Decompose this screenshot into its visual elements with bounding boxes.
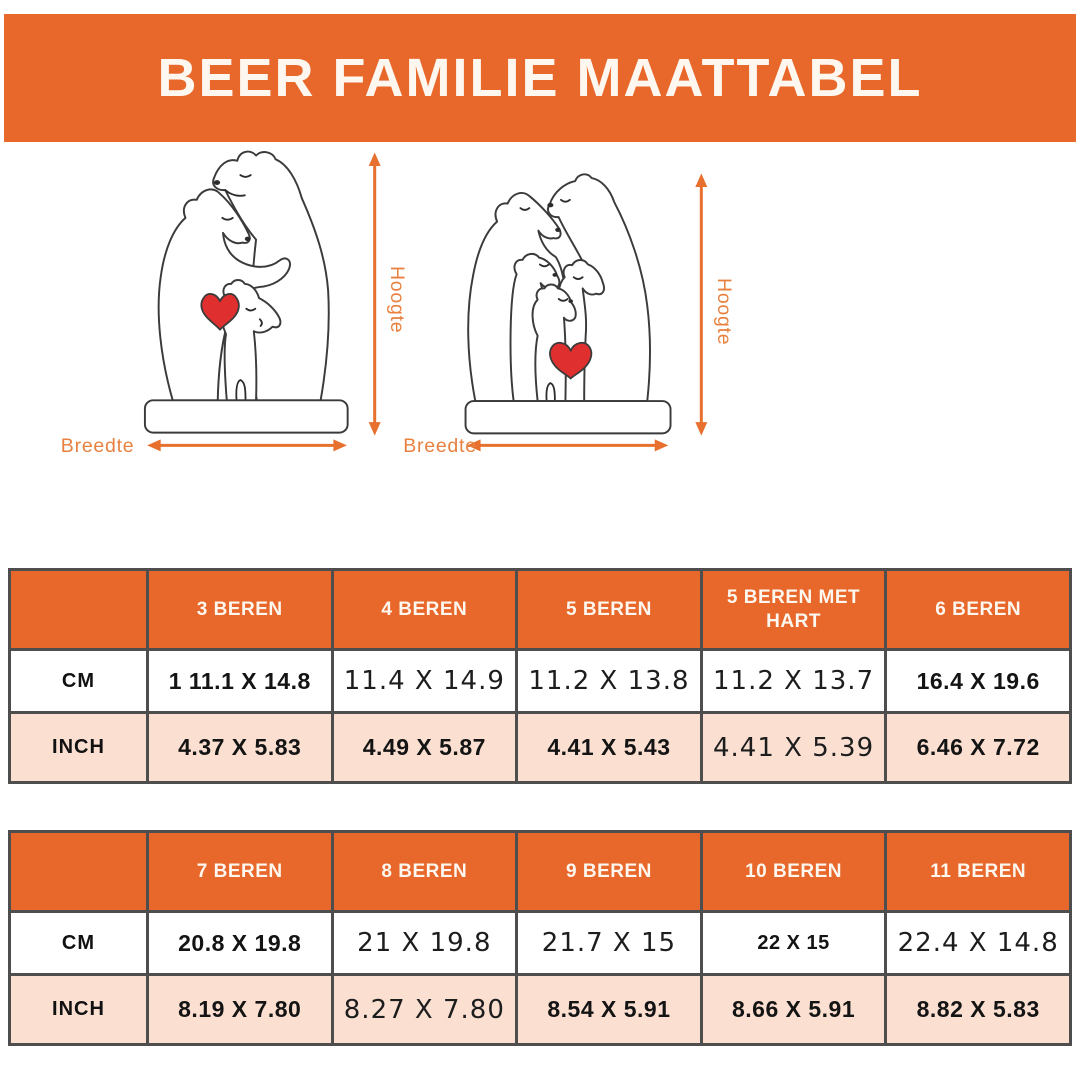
bear-illustrations — [0, 142, 1080, 570]
table-row-inch — [10, 713, 1071, 783]
height-arrow-left — [369, 153, 381, 436]
width-arrow-right — [467, 439, 668, 451]
cell-cm-6-beren: 16.4 X 19.6 — [886, 650, 1071, 713]
size-table-3-to-6-bears — [8, 568, 1072, 784]
width-label-right: Breedte — [403, 435, 477, 458]
cell-inch-7-beren: 8.19 X 7.80 — [147, 975, 332, 1045]
cell-inch-3-beren: 4.37 X 5.83 — [147, 713, 332, 783]
bear-diagram-svg — [0, 142, 1080, 570]
cell-inch-10-beren: 8.66 X 5.91 — [701, 975, 886, 1045]
header-3-beren: 3 BEREN — [147, 570, 332, 650]
page-title: BEER FAMILIE MAATTABEL — [157, 48, 923, 108]
header-empty-cell — [10, 570, 148, 650]
title-banner — [4, 14, 1076, 142]
bear-family-3-drawing — [145, 152, 348, 433]
bear-family-5-drawing — [466, 174, 671, 433]
cell-inch-9-beren: 8.54 X 5.91 — [517, 975, 702, 1045]
height-label-left: Hoogte — [386, 265, 409, 334]
cell-cm-8-beren: 21 X 19.8 — [332, 912, 517, 975]
header-5-beren-met-hart: 5 BEREN MET HART — [701, 570, 886, 650]
row-label-inch: INCH — [10, 713, 148, 783]
table-header-row — [10, 570, 1071, 650]
header-6-beren: 6 BEREN — [886, 570, 1071, 650]
header-empty-cell — [10, 832, 148, 912]
cell-cm-4-beren: 11.4 X 14.9 — [332, 650, 517, 713]
cell-inch-5-beren: 4.41 X 5.43 — [517, 713, 702, 783]
table-row-cm — [10, 650, 1071, 713]
header-4-beren: 4 BEREN — [332, 570, 517, 650]
cell-cm-5-beren-met-hart: 11.2 X 13.7 — [701, 650, 886, 713]
cell-inch-5-beren-met-hart: 4.41 X 5.39 — [701, 713, 886, 783]
cell-cm-10-beren: 22 X 15 — [701, 912, 886, 975]
width-arrow-left — [147, 439, 347, 451]
header-10-beren: 10 BEREN — [701, 832, 886, 912]
cell-cm-7-beren: 20.8 X 19.8 — [147, 912, 332, 975]
header-7-beren: 7 BEREN — [147, 832, 332, 912]
row-label-cm: CM — [10, 912, 148, 975]
header-9-beren: 9 BEREN — [517, 832, 702, 912]
table-row-cm — [10, 912, 1071, 975]
table-row-inch — [10, 975, 1071, 1045]
cell-inch-4-beren: 4.49 X 5.87 — [332, 713, 517, 783]
table-header-row — [10, 832, 1071, 912]
cell-inch-6-beren: 6.46 X 7.72 — [886, 713, 1071, 783]
cell-cm-3-beren: 1 11.1 X 14.8 — [147, 650, 332, 713]
height-arrow-right — [695, 174, 707, 436]
row-label-inch: INCH — [10, 975, 148, 1045]
header-5-beren: 5 BEREN — [517, 570, 702, 650]
cell-inch-11-beren: 8.82 X 5.83 — [886, 975, 1071, 1045]
cell-cm-9-beren: 21.7 X 15 — [517, 912, 702, 975]
height-label-right: Hoogte — [712, 277, 735, 346]
header-8-beren: 8 BEREN — [332, 832, 517, 912]
size-table-7-to-11-bears — [8, 830, 1072, 1046]
cell-cm-11-beren: 22.4 X 14.8 — [886, 912, 1071, 975]
cell-cm-5-beren: 11.2 X 13.8 — [517, 650, 702, 713]
cell-inch-8-beren: 8.27 X 7.80 — [332, 975, 517, 1045]
row-label-cm: CM — [10, 650, 148, 713]
header-11-beren: 11 BEREN — [886, 832, 1071, 912]
width-label-left: Breedte — [60, 435, 135, 458]
